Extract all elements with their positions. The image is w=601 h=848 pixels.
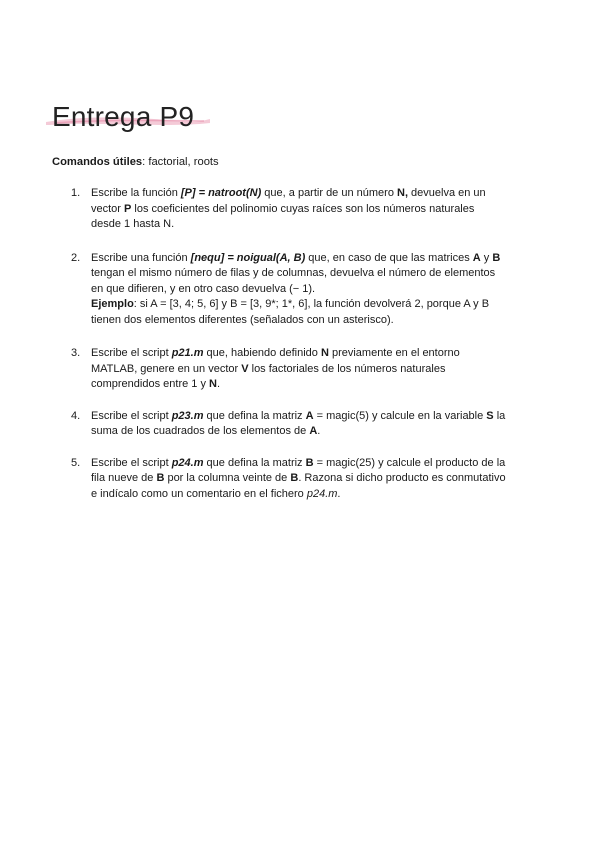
item-line bbox=[91, 186, 542, 202]
exercise-item bbox=[52, 346, 542, 393]
item-number: 1. bbox=[71, 187, 81, 199]
var-name: B bbox=[305, 456, 314, 469]
useful-commands bbox=[52, 155, 219, 170]
text: Escribe el script bbox=[91, 456, 172, 469]
var-name: A bbox=[309, 425, 318, 437]
item-line bbox=[91, 487, 542, 503]
text: que defina la matriz bbox=[203, 456, 306, 469]
var-name: P bbox=[124, 202, 132, 215]
script-name: p21.m bbox=[171, 347, 204, 359]
text: fila nueve de bbox=[91, 472, 157, 484]
exercise-item bbox=[52, 186, 542, 233]
text: Escribe el script bbox=[91, 347, 172, 359]
var-name: N bbox=[320, 347, 329, 359]
title-block bbox=[52, 100, 194, 134]
item-line bbox=[91, 202, 542, 218]
var-name: V bbox=[241, 362, 249, 375]
item-line bbox=[91, 251, 542, 267]
item-line: tengan el mismo número de filas y de columnas, devuelva el número de elementos bbox=[91, 267, 496, 279]
script-name: p23.m bbox=[171, 409, 204, 422]
text: que, habiendo definido bbox=[203, 347, 321, 359]
text: y bbox=[480, 251, 493, 264]
exercise-item bbox=[52, 409, 542, 440]
var-name: N, bbox=[397, 187, 408, 199]
var-name: A bbox=[305, 409, 314, 422]
item-line: tienen dos elementos diferentes (señalados con un asterisco). bbox=[91, 313, 394, 326]
text: que, en caso de que las matrices bbox=[305, 251, 473, 264]
text: . bbox=[216, 378, 221, 390]
function-signature: [nequ] = noigual(A, B) bbox=[190, 251, 306, 264]
text: = magic(25) y calcule el producto de la bbox=[313, 456, 506, 469]
exercise-list bbox=[52, 186, 542, 502]
text: . bbox=[337, 487, 341, 500]
text: : si A = [3, 4; 5, 6] y B = [3, 9*; 1*, 6], la función devolverá 2, porque A y B bbox=[133, 298, 490, 310]
item-line bbox=[91, 362, 542, 378]
item-number: 4. bbox=[71, 409, 81, 422]
item-line: en que difieren, y en otro caso devuelva (− 1). bbox=[91, 282, 316, 295]
var-name: B bbox=[492, 251, 501, 264]
useful-commands-label: Comandos útiles bbox=[52, 156, 143, 168]
useful-commands-list: : factorial, roots bbox=[142, 156, 219, 168]
text: comprendidos entre 1 y bbox=[91, 378, 210, 390]
item-line bbox=[91, 424, 542, 440]
text: previamente en el entorno bbox=[328, 347, 460, 359]
text: que, a partir de un número bbox=[261, 187, 397, 199]
function-signature: [P] = natroot(N) bbox=[180, 187, 262, 199]
text: devuelva en un bbox=[408, 187, 486, 199]
item-number: 5. bbox=[71, 456, 81, 469]
text: suma de los cuadrados de los elementos de bbox=[91, 425, 310, 437]
text: . Razona si dicho producto es conmutativo bbox=[298, 472, 506, 484]
var-name: B bbox=[290, 472, 299, 484]
text: vector bbox=[91, 202, 125, 215]
var-name: A bbox=[472, 251, 481, 264]
text: . bbox=[317, 425, 321, 437]
file-name: p24.m bbox=[306, 487, 338, 500]
text: que defina la matriz bbox=[203, 409, 306, 422]
script-name: p24.m bbox=[171, 456, 204, 469]
item-line: desde 1 hasta N. bbox=[91, 218, 175, 230]
example-label: Ejemplo bbox=[91, 298, 134, 310]
var-name: N bbox=[209, 378, 217, 390]
text: los factoriales de los números naturales bbox=[248, 362, 446, 375]
item-line bbox=[91, 471, 542, 487]
item-line bbox=[91, 346, 542, 362]
text: Escribe una función bbox=[91, 251, 191, 264]
text: por la columna veinte de bbox=[164, 472, 291, 484]
var-name: B bbox=[156, 472, 165, 484]
item-line bbox=[91, 377, 542, 393]
var-name: S bbox=[486, 409, 494, 422]
item-line bbox=[91, 297, 542, 313]
text: los coeficientes del polinomio cuyas raíces son los números naturales bbox=[131, 202, 475, 215]
item-number: 3. bbox=[71, 347, 81, 359]
text: la bbox=[493, 409, 506, 422]
text: Escribe el script bbox=[91, 409, 172, 422]
text: Escribe la función bbox=[91, 187, 181, 199]
text: = magic(5) y calcule en la variable bbox=[313, 409, 487, 422]
page-title: Entrega P9 bbox=[52, 101, 195, 132]
item-number: 2. bbox=[71, 251, 81, 264]
item-line bbox=[91, 456, 542, 472]
exercise-item bbox=[52, 251, 542, 329]
text: e indícalo como un comentario en el fichero bbox=[91, 487, 307, 500]
item-line bbox=[91, 409, 542, 425]
text: MATLAB, genere en un vector bbox=[91, 362, 242, 375]
exercise-item bbox=[52, 456, 542, 503]
